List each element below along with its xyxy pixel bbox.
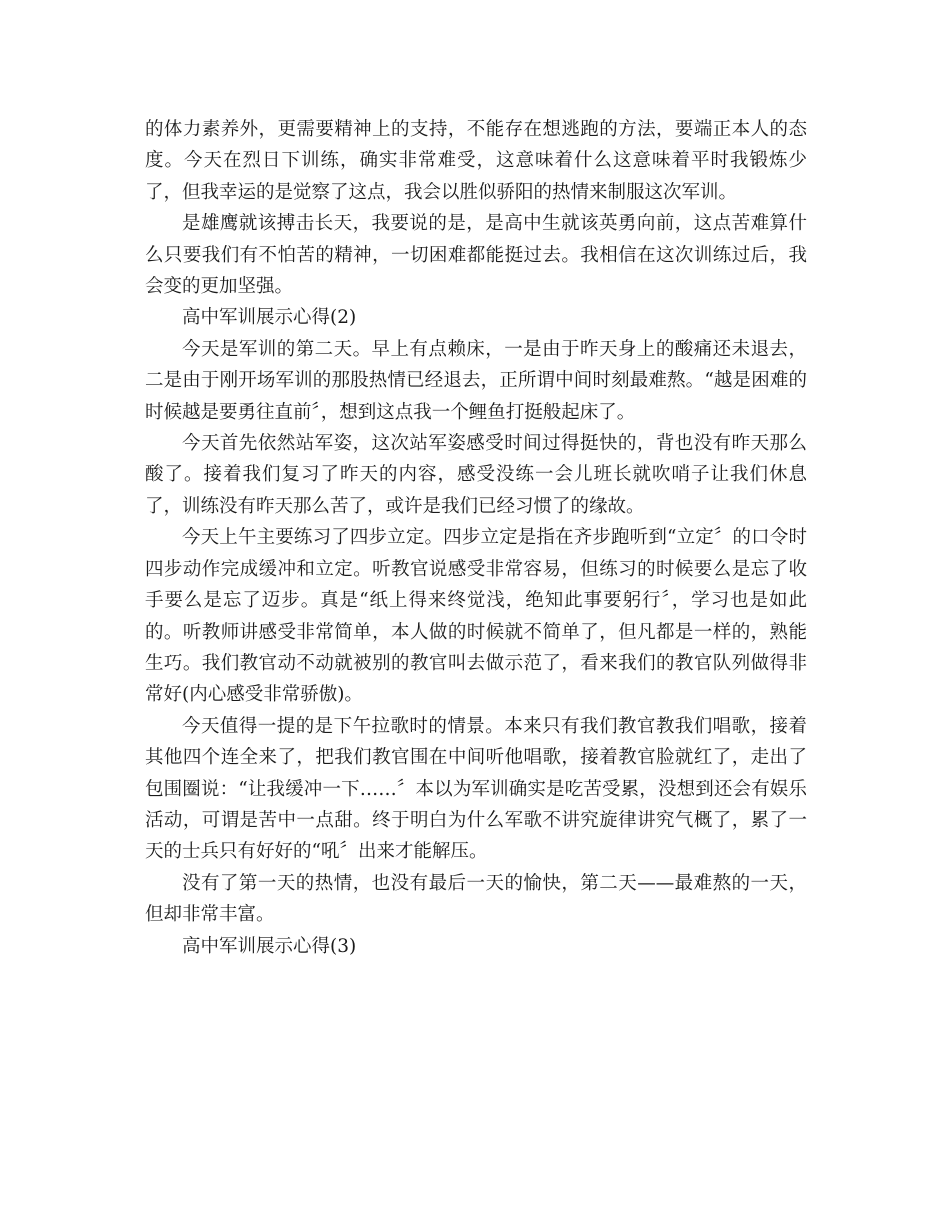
section-heading-2: 高中军训展示心得(2) bbox=[182, 307, 357, 329]
paragraph-2: 是雄鹰就该搏击长天，我要说的是，是高中生就该英勇向前，这点苦难算什么只要我们有不怕苦的精神，一切困难都能挺过去。我相信在这次训练过后，我会变的更加坚强。 bbox=[145, 213, 807, 298]
document-body bbox=[145, 114, 807, 962]
paragraph-6: 今天值得一提的是下午拉歌时的情景。本来只有我们教官教我们唱歌，接着其他四个连全来了，把我们教官围在中间听他唱歌，接着教官脸就红了，走出了包围圈说：“让我缓冲一下……〞本以为军训确实是吃苦受累，没想到还会有娱乐活动，可谓是苦中一点甜。终于明白为什么军歌不讲究旋律讲究气概了，累了一天的士兵只有好好的“吼〞出来才能解压。 bbox=[145, 715, 807, 863]
paragraph-5: 今天上午主要练习了四步立定。四步立定是指在齐步跑听到“立定〞的口令时四步动作完成缓冲和立定。听教官说感受非常容易，但练习的时候要么是忘了收手要么是忘了迈步。真是“纸上得来终觉浅，绝知此事要躬行〞，学习也是如此的。听教师讲感受非常简单，本人做的时候就不简单了，但凡都是一样的，熟能生巧。我们教官动不动就被别的教官叫去做示范了，看来我们的教官队列做得非常好(内心感受非常骄傲)。 bbox=[145, 527, 807, 706]
paragraph-1: 的体力素养外，更需要精神上的支持，不能存在想逃跑的方法，要端正本人的态度。今天在烈日下训练，确实非常难受，这意味着什么这意味着平时我锻炼少了，但我幸运的是觉察了这点，我会以胜似骄阳的热情来制服这次军训。 bbox=[145, 119, 807, 203]
paragraph-3: 今天是军训的第二天。早上有点赖床，一是由于昨天身上的酸痛还未退去，二是由于刚开场军训的那股热情已经退去，正所谓中间时刻最难熬。“越是困难的时候越是要勇往直前〞，想到这点我一个鲤鱼打挺般起床了。 bbox=[145, 338, 807, 423]
section-heading-3: 高中军训展示心得(3) bbox=[182, 935, 357, 957]
paragraph-4: 今天首先依然站军姿，这次站军姿感受时间过得挺快的，背也没有昨天那么酸了。接着我们复习了昨天的内容，感受没练一会儿班长就吹哨子让我们休息了，训练没有昨天那么苦了，或许是我们已经习惯了的缘故。 bbox=[145, 433, 807, 517]
paragraph-7: 没有了第一天的热情，也没有最后一天的愉快，第二天——最难熬的一天，但却非常丰富。 bbox=[145, 872, 807, 926]
